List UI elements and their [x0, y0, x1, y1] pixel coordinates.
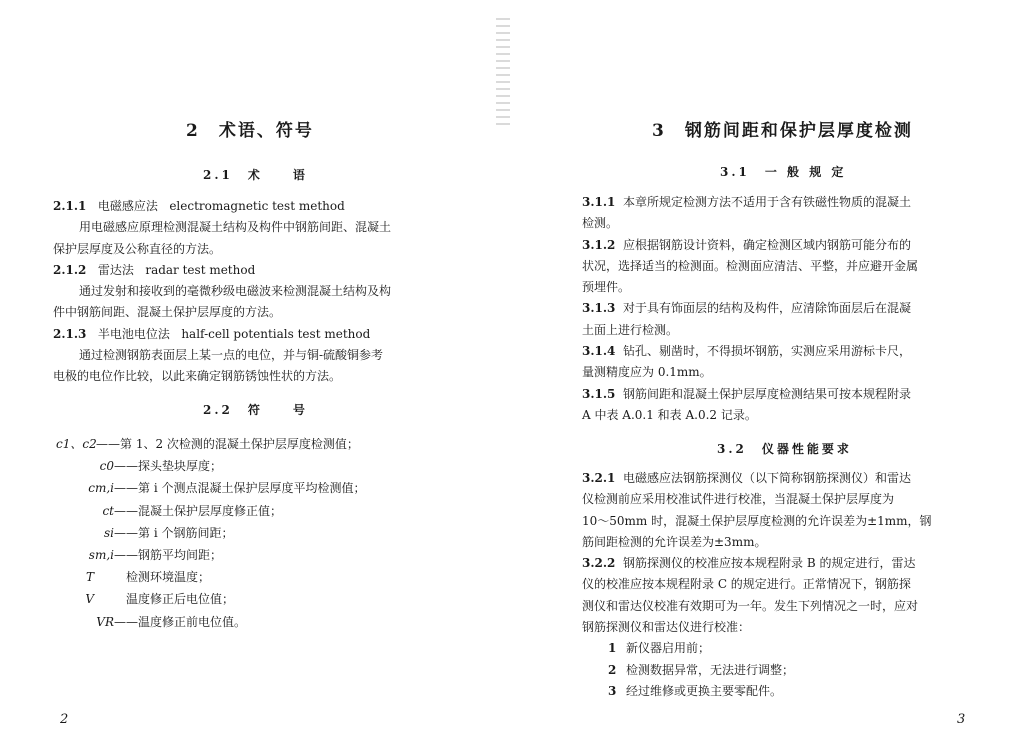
clause-line — [582, 235, 918, 256]
clause-text: 对于具有饰面层的结构及构件，应清除饰面层后在混凝 — [623, 301, 912, 316]
symbol: T — [85, 570, 94, 585]
section-heading-2-2: 2.2 符 号 — [203, 403, 308, 417]
clause-text: A 中表 A.0.1 和表 A.0.2 记录。 — [582, 407, 757, 422]
term-number: 2.1.1 — [53, 199, 87, 213]
term-2-1-2-heading — [53, 260, 391, 281]
section-heading-3-1: 3.1 一 般 规 定 — [720, 165, 847, 179]
clause-text: 状况，选择适当的检测面。检测面应清洁、平整，并应避开金属 — [582, 258, 919, 273]
symbol: VR — [96, 614, 114, 629]
clause-text: 土面上进行检测。 — [582, 322, 679, 337]
symbol-row — [56, 611, 365, 633]
term-desc-line: 用电磁感应原理检测混凝土结构及构件中钢筋间距、混凝土 — [79, 220, 392, 235]
symbol-row — [56, 477, 365, 499]
chapter-title-2: 2 术语、符号 — [186, 121, 314, 141]
list-item — [582, 681, 932, 702]
term-desc-line: 通过检测钢筋表面层上某一点的电位，并与铜-硫酸铜参考 — [79, 348, 384, 363]
symbol: ct — [102, 503, 114, 518]
section-heading-3-2: 3.2 仪器性能要求 — [717, 442, 852, 456]
symbol: c1、c2 — [56, 437, 97, 451]
term-number: 2.1.3 — [53, 326, 87, 341]
list-number: 2 — [608, 662, 617, 677]
clause-text: 仪的校准应按本规程附录 C 的规定进行。正常情况下，钢筋探 — [582, 577, 911, 592]
clause-text: 预埋件。 — [582, 280, 631, 295]
list-text: 经过维修或更换主要零配件。 — [626, 683, 783, 698]
clause-number: 3.1.2 — [582, 237, 616, 252]
right-page — [512, 0, 1024, 752]
symbol: sm,i — [88, 548, 114, 563]
symbol-row — [56, 522, 365, 544]
symbol-row — [56, 588, 365, 610]
clause-number: 3.2.2 — [582, 556, 616, 571]
clause-text: 10～50mm 时，混凝土保护层厚度检测的允许误差为±1mm，钢 — [582, 513, 932, 528]
page-number-right: 3 — [957, 712, 966, 727]
symbol-desc: ——钢筋平均间距； — [114, 548, 223, 563]
terms-block — [53, 196, 391, 388]
clause-text: 应根据钢筋设计资料，确定检测区域内钢筋可能分布的 — [623, 237, 912, 252]
term-name-en: radar test method — [145, 262, 256, 277]
section-heading-2-1: 2.1 术 语 — [203, 168, 308, 182]
clause-line — [582, 192, 918, 213]
symbol: cm,i — [88, 481, 114, 496]
term-2-1-3-heading — [53, 324, 391, 345]
symbol: c0 — [99, 459, 114, 474]
clause-line — [582, 384, 918, 405]
clause-text: 检测。 — [582, 216, 619, 231]
symbol-row — [56, 500, 365, 522]
term-desc-line: 通过发射和接收到的毫微秒级电磁波来检测混凝土结构及构 — [79, 284, 392, 299]
term-name-zh: 半电池电位法 — [97, 326, 170, 341]
clause-text: 钢筋探测仪的校准应按本规程附录 B 的规定进行，雷达 — [623, 556, 916, 571]
binding-gutter — [496, 18, 510, 128]
symbol-row — [56, 566, 365, 588]
clause-text: 量测精度应为 0.1mm。 — [582, 365, 712, 380]
term-desc-line: 保护层厚度及公称直径的方法。 — [53, 241, 222, 256]
clause-text: 本章所规定检测方法不适用于含有铁磁性物质的混凝土 — [623, 195, 912, 209]
clause-text: 钢筋间距和混凝土保护层厚度检测结果可按本规程附录 — [623, 386, 912, 401]
symbol-desc: 检测环境温度； — [114, 570, 211, 585]
clauses-3-2 — [582, 468, 932, 702]
list-item — [582, 638, 932, 659]
symbol-desc: ——第 i 个测点混凝土保护层厚度平均检测值； — [114, 481, 366, 496]
list-number: 3 — [608, 683, 617, 698]
clause-number: 3.1.3 — [582, 301, 616, 316]
clause-text: 筋间距检测的允许误差为±3mm。 — [582, 534, 767, 549]
term-name-zh: 电磁感应法 — [97, 199, 158, 213]
term-desc-line: 电极的电位作比较，以此来确定钢筋锈蚀性状的方法。 — [53, 369, 342, 384]
symbol-desc: 温度修正后电位值； — [114, 592, 235, 607]
clause-number: 3.1.5 — [582, 386, 616, 401]
symbol-desc: ——第 1、2 次检测的混凝土保护层厚度检测值； — [96, 437, 359, 451]
symbol-row — [56, 544, 365, 566]
symbol: si — [104, 525, 114, 540]
symbol-desc: ——混凝土保护层厚度修正值； — [114, 503, 283, 518]
list-text: 新仪器启用前； — [626, 641, 711, 656]
term-2-1-1-heading — [53, 196, 391, 217]
clause-text: 钢筋探测仪和雷达仪进行校准： — [582, 620, 751, 635]
term-name-en: half-cell potentials test method — [181, 326, 371, 341]
clause-line — [582, 298, 918, 319]
term-name-en: electromagnetic test method — [169, 199, 345, 213]
chapter-title-3: 3 钢筋间距和保护层厚度检测 — [652, 121, 913, 141]
page-number-left: 2 — [60, 712, 69, 727]
term-desc-line: 件中钢筋间距、混凝土保护层厚度的方法。 — [53, 305, 282, 320]
list-item — [582, 660, 932, 681]
clause-number: 3.2.1 — [582, 471, 616, 485]
clause-text: 仪检测前应采用校准试件进行校准，当混凝土保护层厚度为 — [582, 492, 895, 507]
clause-line — [582, 468, 932, 489]
clause-line — [582, 553, 932, 574]
clause-line — [582, 341, 918, 362]
symbol-row — [56, 455, 365, 477]
clauses-3-1 — [582, 192, 918, 426]
symbols-list — [56, 433, 365, 633]
clause-text: 电磁感应法钢筋探测仪（以下简称钢筋探测仪）和雷达 — [623, 471, 912, 485]
term-number: 2.1.2 — [53, 262, 87, 277]
list-number: 1 — [608, 641, 617, 656]
symbol-desc: ——第 i 个钢筋间距； — [114, 525, 234, 540]
term-name-zh: 雷达法 — [97, 262, 134, 277]
symbol: V — [85, 592, 94, 607]
clause-text: 测仪和雷达仪校准有效期可为一年。发生下列情况之一时，应对 — [582, 598, 919, 613]
clause-number: 3.1.1 — [582, 195, 616, 209]
symbol-desc: ——探头垫块厚度； — [114, 459, 223, 474]
clause-number: 3.1.4 — [582, 344, 616, 359]
symbol-desc: ——温度修正前电位值。 — [114, 614, 247, 629]
symbol-row — [56, 433, 365, 455]
clause-text: 钻孔、剔凿时，不得损坏钢筋，实测应采用游标卡尺， — [623, 344, 912, 359]
list-text: 检测数据异常，无法进行调整； — [626, 662, 795, 677]
